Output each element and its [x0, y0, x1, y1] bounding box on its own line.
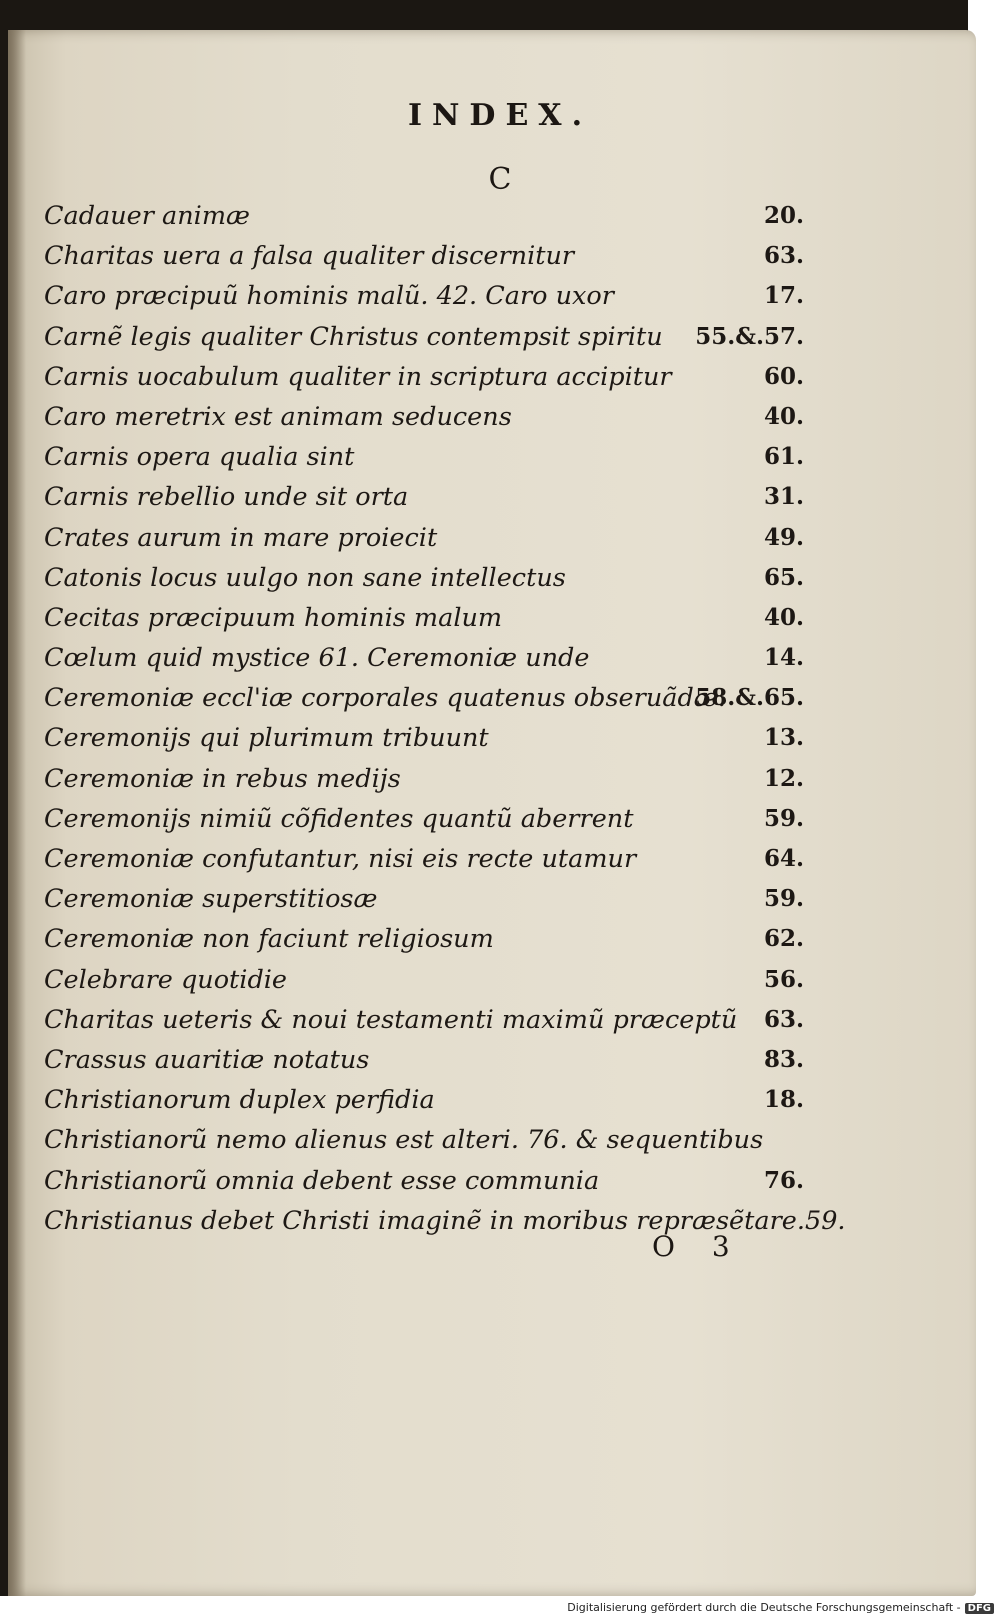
entry-page: 83. [763, 1045, 804, 1073]
signature-mark: O 3 [652, 1230, 744, 1263]
index-entry [44, 718, 804, 758]
index-entry [44, 598, 804, 638]
page-title: INDEX. [407, 98, 593, 133]
index-entry-list [44, 196, 846, 1241]
index-entry [44, 1161, 804, 1201]
entry-text: Celebrare quotidie [44, 964, 288, 995]
index-letter-heading: C [488, 162, 512, 197]
index-entry [44, 839, 804, 879]
index-entry [44, 317, 804, 357]
entry-page: 18. [763, 1086, 804, 1114]
entry-page: 31. [763, 483, 804, 511]
entry-page: 40. [763, 603, 804, 631]
index-entry [44, 759, 804, 799]
entry-page: 13. [763, 724, 804, 752]
index-entry [44, 1080, 804, 1120]
entry-text: Christianorum duplex perfidia [44, 1085, 435, 1116]
entry-text: Christianus debet Christi imaginẽ in moribus repræsẽtare.59. [44, 1205, 846, 1236]
entry-page: 40. [763, 402, 804, 430]
index-entry [44, 437, 804, 477]
entry-page: 56. [763, 965, 804, 993]
entry-text: Ceremonijs nimiũ cõfidentes quantũ aberrent [44, 803, 634, 834]
entry-text: Ceremoniæ eccl'iæ corporales quatenus obseruãdæ. [44, 683, 726, 714]
entry-text: Carnis rebellio unde sit orta [44, 482, 409, 513]
index-entry [44, 1000, 804, 1040]
entry-text: Carnẽ legis qualiter Christus contempsit spiritu [44, 321, 663, 352]
entry-text: Charitas ueteris & noui testamenti maximũ præceptũ [44, 1004, 738, 1035]
index-entry [44, 397, 804, 437]
index-entry [44, 558, 804, 598]
index-entry [44, 236, 804, 276]
dfg-logo: DFG [965, 1603, 994, 1614]
entry-text: Catonis locus uulgo non sane intellectus [44, 562, 566, 593]
index-entry [44, 477, 804, 517]
entry-page: 14. [763, 644, 804, 672]
entry-text: Carnis uocabulum qualiter in scriptura accipitur [44, 361, 672, 392]
entry-page: 59. [763, 804, 804, 832]
entry-text: Cecitas præcipuum hominis malum [44, 602, 503, 633]
entry-page: 49. [763, 523, 804, 551]
entry-page: 61. [763, 443, 804, 471]
entry-text: Ceremoniæ in rebus medijs [44, 763, 401, 794]
entry-text: Christianorũ nemo alienus est alteri. 76. & sequentibus [44, 1125, 764, 1156]
entry-page: 62. [763, 925, 804, 953]
entry-text: Christianorũ omnia debent esse communia [44, 1165, 600, 1196]
entry-page: 17. [763, 282, 804, 310]
entry-text: Caro præcipuũ hominis malũ. 42. Caro uxor [44, 281, 614, 312]
entry-text: Carnis opera qualia sint [44, 442, 355, 473]
index-entry [44, 879, 804, 919]
index-entry [44, 799, 804, 839]
entry-text: Ceremonijs qui plurimum tribuunt [44, 723, 489, 754]
entry-page: 20. [763, 202, 804, 229]
entry-page: 12. [763, 764, 804, 792]
entry-page: 58.&.65. [695, 684, 804, 712]
entry-text: Ceremoniæ superstitiosæ [44, 884, 378, 915]
index-entry [44, 1120, 804, 1160]
index-entry [44, 638, 804, 678]
entry-text: Cadauer animæ [44, 201, 250, 231]
entry-text: Ceremoniæ non faciunt religiosum [44, 924, 494, 955]
entry-text: Caro meretrix est animam seducens [44, 401, 512, 432]
entry-page: 63. [763, 242, 804, 270]
entry-page: 60. [763, 362, 804, 390]
index-entry [44, 678, 804, 718]
index-entry [44, 276, 804, 316]
index-entry [44, 960, 804, 1000]
footer-credit [567, 1601, 994, 1614]
entry-page: 65. [763, 563, 804, 591]
entry-page: 76. [763, 1166, 804, 1194]
index-entry [44, 196, 804, 236]
footer-text: Digitalisierung gefördert durch die Deutsche Forschungsgemeinschaft - [567, 1601, 961, 1614]
entry-page: 55.&.57. [695, 322, 804, 350]
entry-text: Cœlum quid mystice 61. Ceremoniæ unde [44, 643, 590, 674]
index-entry [44, 518, 804, 558]
entry-text: Ceremoniæ confutantur, nisi eis recte utamur [44, 844, 637, 874]
entry-page: 63. [763, 1005, 804, 1033]
index-entry [44, 357, 804, 397]
page-gutter-shadow [8, 30, 26, 1596]
entry-text: Crassus auaritiæ notatus [44, 1044, 370, 1075]
entry-text: Charitas uera a falsa qualiter discernitur [44, 241, 575, 272]
index-entry [44, 1040, 804, 1080]
entry-page: 64. [763, 845, 804, 872]
entry-text: Crates aurum in mare proiecit [44, 522, 438, 553]
entry-page: 59. [763, 885, 804, 913]
index-entry [44, 919, 804, 959]
